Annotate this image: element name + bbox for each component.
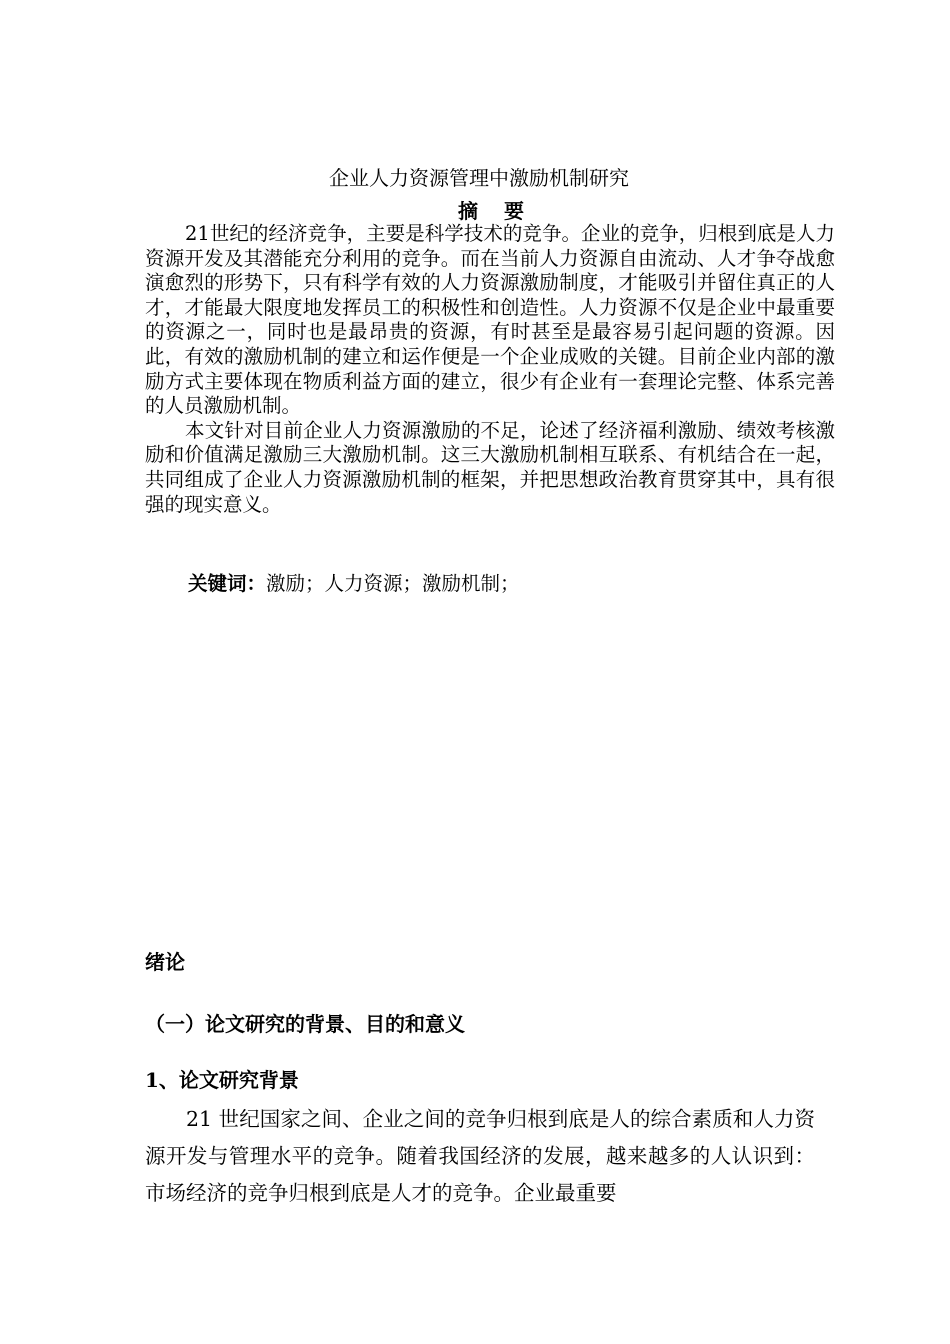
keywords-label: 关键词： xyxy=(188,572,267,595)
abstract-section xyxy=(145,222,835,517)
body-paragraph: 21 世纪国家之间、企业之间的竞争归根到底是人的综合素质和人力资源开发与管理水平的竞争。随着我国经济的发展，越来越多的人认识到：市场经济的竞争归根到底是人才的竞争。企业最重要 xyxy=(145,1107,815,1205)
abstract-paragraph: 本文针对目前企业人力资源激励的不足，论述了经济福利激励、绩效考核激励和价值满足激励三大激励机制。这三大激励机制相互联系、有机结合在一起，共同组成了企业人力资源激励机制的框架，并把思想政治教育贯穿其中，具有很强的现实意义。 xyxy=(145,418,835,516)
abstract-paragraph: 21世纪的经济竞争，主要是科学技术的竞争。企业的竞争，归根到底是人力资源开发及其潜能充分利用的竞争。而在当前人力资源自由流动、人才争夺战愈演愈烈的形势下，只有科学有效的人力资源激励制度，才能吸引并留住真正的人才，才能最大限度地发挥员工的积极性和创造性。人力资源不仅是企业中最重要的资源之一，同时也是最昂贵的资源，有时甚至是最容易引起问题的资源。因此，有效的激励机制的建立和运作便是一个企业成败的关键。目前企业内部的激励方式主要体现在物质利益方面的建立，很少有企业有一套理论完整、体系完善的人员激励机制。 xyxy=(145,222,835,418)
section-heading-introduction: 绪论 xyxy=(145,950,185,974)
subsection-heading-background: （一）论文研究的背景、目的和意义 xyxy=(145,1012,465,1036)
document-title: 企业人力资源管理中激励机制研究 xyxy=(329,166,629,190)
keywords-value: 激励；人力资源；激励机制； xyxy=(266,572,520,595)
keywords-line xyxy=(188,571,520,597)
abstract-heading: 摘要 xyxy=(458,199,550,223)
subsubsection-heading-research-background: 1、论文研究背景 xyxy=(145,1068,299,1092)
